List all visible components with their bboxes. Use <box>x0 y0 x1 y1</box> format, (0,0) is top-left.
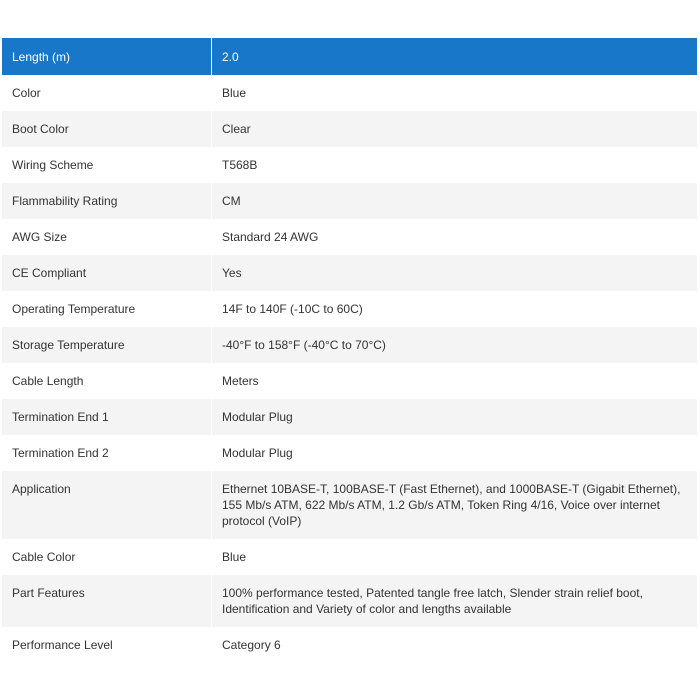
table-row <box>2 75 697 111</box>
table-row <box>2 111 697 147</box>
spec-value: 14F to 140F (-10C to 60C) <box>212 291 698 327</box>
spec-value: Modular Plug <box>212 399 698 435</box>
table-row <box>2 291 697 327</box>
spec-label: Performance Level <box>2 627 212 663</box>
spec-label: Termination End 1 <box>2 399 212 435</box>
table-row <box>2 399 697 435</box>
spec-value: Standard 24 AWG <box>212 219 698 255</box>
table-row <box>2 575 697 627</box>
spec-label: Application <box>2 471 212 539</box>
spec-value: Ethernet 10BASE-T, 100BASE-T (Fast Ethernet), and 1000BASE-T (Gigabit Ethernet), 155 Mb/s ATM, 622 Mb/s ATM, 1.2 Gb/s ATM, Token Ring 4/16, Voice over internet protocol (VoIP) <box>212 471 698 539</box>
spec-value: Blue <box>212 75 698 111</box>
spec-value: CM <box>212 183 698 219</box>
spec-value: -40°F to 158°F (-40°C to 70°C) <box>212 327 698 363</box>
spec-label: Storage Temperature <box>2 327 212 363</box>
spec-label: Wiring Scheme <box>2 147 212 183</box>
spec-label: Operating Temperature <box>2 291 212 327</box>
spec-value: Modular Plug <box>212 435 698 471</box>
table-row <box>2 147 697 183</box>
spec-value: 2.0 <box>212 38 698 75</box>
table-row <box>2 255 697 291</box>
spec-label: Termination End 2 <box>2 435 212 471</box>
spec-value: Meters <box>212 363 698 399</box>
spec-value: Clear <box>212 111 698 147</box>
spec-value: Blue <box>212 539 698 575</box>
spec-label: Length (m) <box>2 38 212 75</box>
spec-value: Yes <box>212 255 698 291</box>
table-row <box>2 219 697 255</box>
table-row <box>2 363 697 399</box>
specifications-table <box>2 38 697 663</box>
table-row <box>2 471 697 539</box>
table-header-row <box>2 38 697 75</box>
spec-label: Cable Length <box>2 363 212 399</box>
table-row <box>2 327 697 363</box>
spec-label: Cable Color <box>2 539 212 575</box>
spec-label: Part Features <box>2 575 212 627</box>
spec-label: AWG Size <box>2 219 212 255</box>
spec-label: Color <box>2 75 212 111</box>
spec-label: Boot Color <box>2 111 212 147</box>
spec-label: Flammability Rating <box>2 183 212 219</box>
spec-value: T568B <box>212 147 698 183</box>
spec-value: Category 6 <box>212 627 698 663</box>
spec-value: 100% performance tested, Patented tangle free latch, Slender strain relief boot, Identification and Variety of color and lengths available <box>212 575 698 627</box>
table-row <box>2 539 697 575</box>
table-row <box>2 183 697 219</box>
spec-label: CE Compliant <box>2 255 212 291</box>
table-row <box>2 435 697 471</box>
table-row <box>2 627 697 663</box>
